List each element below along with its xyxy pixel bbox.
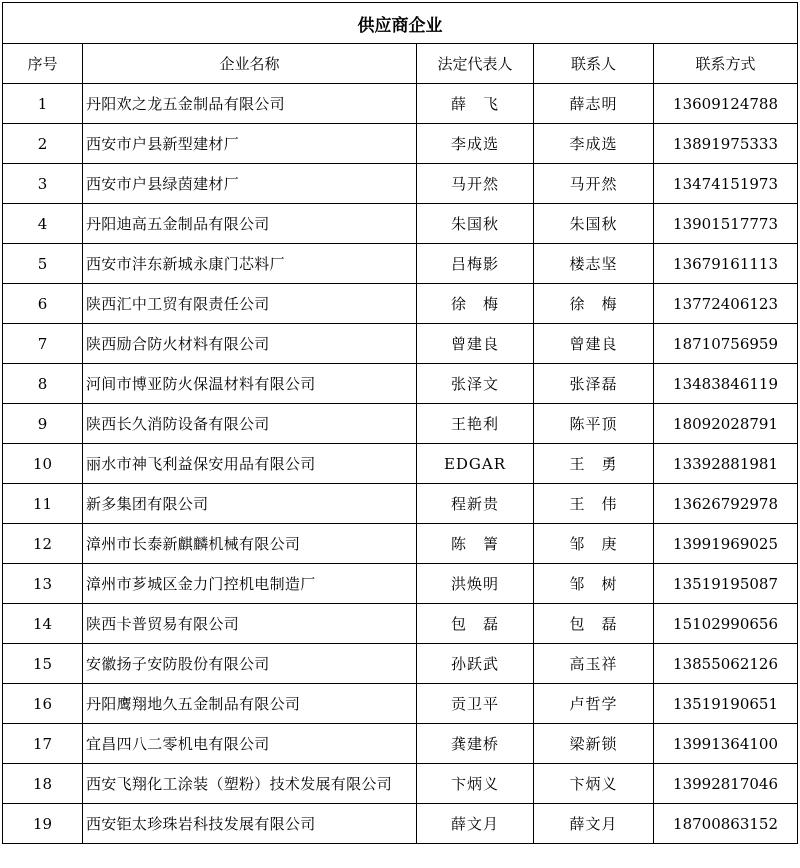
cell-legal-rep: 李成选 bbox=[417, 124, 534, 164]
header-index: 序号 bbox=[3, 44, 83, 84]
cell-index: 5 bbox=[3, 244, 83, 284]
cell-phone: 13474151973 bbox=[654, 164, 798, 204]
cell-index: 4 bbox=[3, 204, 83, 244]
cell-index: 12 bbox=[3, 524, 83, 564]
cell-company: 新多集团有限公司 bbox=[83, 484, 417, 524]
cell-contact: 马开然 bbox=[534, 164, 654, 204]
cell-phone: 13855062126 bbox=[654, 644, 798, 684]
cell-legal-rep: 王艳利 bbox=[417, 404, 534, 444]
cell-company: 陕西汇中工贸有限责任公司 bbox=[83, 284, 417, 324]
cell-contact: 陈平顶 bbox=[534, 404, 654, 444]
cell-company: 西安市户县绿茵建材厂 bbox=[83, 164, 417, 204]
cell-phone: 13991364100 bbox=[654, 724, 798, 764]
title-row bbox=[3, 3, 798, 44]
cell-contact: 王 勇 bbox=[534, 444, 654, 484]
cell-legal-rep: 洪焕明 bbox=[417, 564, 534, 604]
cell-contact: 邹 庚 bbox=[534, 524, 654, 564]
cell-company: 西安市户县新型建材厂 bbox=[83, 124, 417, 164]
table-row bbox=[3, 804, 798, 844]
header-phone: 联系方式 bbox=[654, 44, 798, 84]
cell-index: 18 bbox=[3, 764, 83, 804]
cell-legal-rep: 薛文月 bbox=[417, 804, 534, 844]
table-title: 供应商企业 bbox=[3, 3, 798, 44]
cell-legal-rep: EDGAR bbox=[417, 444, 534, 484]
cell-legal-rep: 薛 飞 bbox=[417, 84, 534, 124]
cell-company: 丹阳鹰翔地久五金制品有限公司 bbox=[83, 684, 417, 724]
cell-phone: 13992817046 bbox=[654, 764, 798, 804]
cell-contact: 薛志明 bbox=[534, 84, 654, 124]
cell-company: 陕西励合防火材料有限公司 bbox=[83, 324, 417, 364]
cell-legal-rep: 张泽文 bbox=[417, 364, 534, 404]
cell-index: 10 bbox=[3, 444, 83, 484]
cell-legal-rep: 包 磊 bbox=[417, 604, 534, 644]
table-row bbox=[3, 284, 798, 324]
cell-index: 16 bbox=[3, 684, 83, 724]
table-row bbox=[3, 404, 798, 444]
header-row bbox=[3, 44, 798, 84]
cell-company: 陕西卡普贸易有限公司 bbox=[83, 604, 417, 644]
cell-index: 1 bbox=[3, 84, 83, 124]
header-legal-rep: 法定代表人 bbox=[417, 44, 534, 84]
cell-legal-rep: 朱国秋 bbox=[417, 204, 534, 244]
cell-phone: 13519195087 bbox=[654, 564, 798, 604]
table-row bbox=[3, 764, 798, 804]
header-company: 企业名称 bbox=[83, 44, 417, 84]
cell-index: 13 bbox=[3, 564, 83, 604]
cell-company: 丹阳迪高五金制品有限公司 bbox=[83, 204, 417, 244]
table-row bbox=[3, 244, 798, 284]
table-row bbox=[3, 684, 798, 724]
table-row bbox=[3, 524, 798, 564]
cell-index: 19 bbox=[3, 804, 83, 844]
cell-legal-rep: 陈 箐 bbox=[417, 524, 534, 564]
cell-legal-rep: 曾建良 bbox=[417, 324, 534, 364]
cell-phone: 13679161113 bbox=[654, 244, 798, 284]
cell-company: 河间市博亚防火保温材料有限公司 bbox=[83, 364, 417, 404]
cell-company: 丽水市神飞利益保安用品有限公司 bbox=[83, 444, 417, 484]
cell-contact: 邹 树 bbox=[534, 564, 654, 604]
cell-legal-rep: 贡卫平 bbox=[417, 684, 534, 724]
supplier-table bbox=[2, 2, 798, 844]
cell-index: 11 bbox=[3, 484, 83, 524]
cell-index: 6 bbox=[3, 284, 83, 324]
cell-index: 17 bbox=[3, 724, 83, 764]
cell-index: 8 bbox=[3, 364, 83, 404]
table-body bbox=[3, 84, 798, 844]
table-row bbox=[3, 164, 798, 204]
table-row bbox=[3, 364, 798, 404]
cell-company: 漳州市长泰新麒麟机械有限公司 bbox=[83, 524, 417, 564]
cell-index: 9 bbox=[3, 404, 83, 444]
cell-company: 陕西长久消防设备有限公司 bbox=[83, 404, 417, 444]
cell-contact: 曾建良 bbox=[534, 324, 654, 364]
cell-phone: 15102990656 bbox=[654, 604, 798, 644]
cell-index: 3 bbox=[3, 164, 83, 204]
cell-index: 14 bbox=[3, 604, 83, 644]
cell-phone: 13392881981 bbox=[654, 444, 798, 484]
cell-phone: 13483846119 bbox=[654, 364, 798, 404]
supplier-sheet bbox=[2, 2, 797, 844]
cell-phone: 13891975333 bbox=[654, 124, 798, 164]
cell-contact: 梁新锁 bbox=[534, 724, 654, 764]
cell-company: 西安市沣东新城永康门芯料厂 bbox=[83, 244, 417, 284]
cell-phone: 13991969025 bbox=[654, 524, 798, 564]
cell-legal-rep: 马开然 bbox=[417, 164, 534, 204]
cell-contact: 楼志坚 bbox=[534, 244, 654, 284]
table-row bbox=[3, 204, 798, 244]
cell-legal-rep: 徐 梅 bbox=[417, 284, 534, 324]
table-row bbox=[3, 444, 798, 484]
cell-company: 丹阳欢之龙五金制品有限公司 bbox=[83, 84, 417, 124]
table-row bbox=[3, 644, 798, 684]
cell-company: 西安钜太珍珠岩科技发展有限公司 bbox=[83, 804, 417, 844]
cell-legal-rep: 卞炳义 bbox=[417, 764, 534, 804]
table-row bbox=[3, 604, 798, 644]
cell-legal-rep: 吕梅影 bbox=[417, 244, 534, 284]
table-row bbox=[3, 324, 798, 364]
cell-company: 宜昌四八二零机电有限公司 bbox=[83, 724, 417, 764]
cell-phone: 18700863152 bbox=[654, 804, 798, 844]
table-row bbox=[3, 84, 798, 124]
cell-contact: 朱国秋 bbox=[534, 204, 654, 244]
cell-company: 安徽扬子安防股份有限公司 bbox=[83, 644, 417, 684]
table-row bbox=[3, 124, 798, 164]
cell-phone: 13626792978 bbox=[654, 484, 798, 524]
cell-contact: 李成选 bbox=[534, 124, 654, 164]
cell-phone: 13901517773 bbox=[654, 204, 798, 244]
cell-contact: 卞炳义 bbox=[534, 764, 654, 804]
cell-index: 2 bbox=[3, 124, 83, 164]
cell-index: 7 bbox=[3, 324, 83, 364]
table-row bbox=[3, 484, 798, 524]
cell-contact: 卢哲学 bbox=[534, 684, 654, 724]
cell-company: 漳州市芗城区金力门控机电制造厂 bbox=[83, 564, 417, 604]
cell-contact: 高玉祥 bbox=[534, 644, 654, 684]
cell-phone: 18710756959 bbox=[654, 324, 798, 364]
cell-contact: 包 磊 bbox=[534, 604, 654, 644]
cell-contact: 王 伟 bbox=[534, 484, 654, 524]
cell-contact: 张泽磊 bbox=[534, 364, 654, 404]
cell-company: 西安飞翔化工涂装（塑粉）技术发展有限公司 bbox=[83, 764, 417, 804]
cell-legal-rep: 龚建桥 bbox=[417, 724, 534, 764]
cell-contact: 薛文月 bbox=[534, 804, 654, 844]
cell-phone: 13609124788 bbox=[654, 84, 798, 124]
cell-contact: 徐 梅 bbox=[534, 284, 654, 324]
cell-legal-rep: 孙跃武 bbox=[417, 644, 534, 684]
cell-phone: 13772406123 bbox=[654, 284, 798, 324]
cell-phone: 13519190651 bbox=[654, 684, 798, 724]
cell-legal-rep: 程新贵 bbox=[417, 484, 534, 524]
table-row bbox=[3, 564, 798, 604]
cell-index: 15 bbox=[3, 644, 83, 684]
header-contact: 联系人 bbox=[534, 44, 654, 84]
table-row bbox=[3, 724, 798, 764]
cell-phone: 18092028791 bbox=[654, 404, 798, 444]
